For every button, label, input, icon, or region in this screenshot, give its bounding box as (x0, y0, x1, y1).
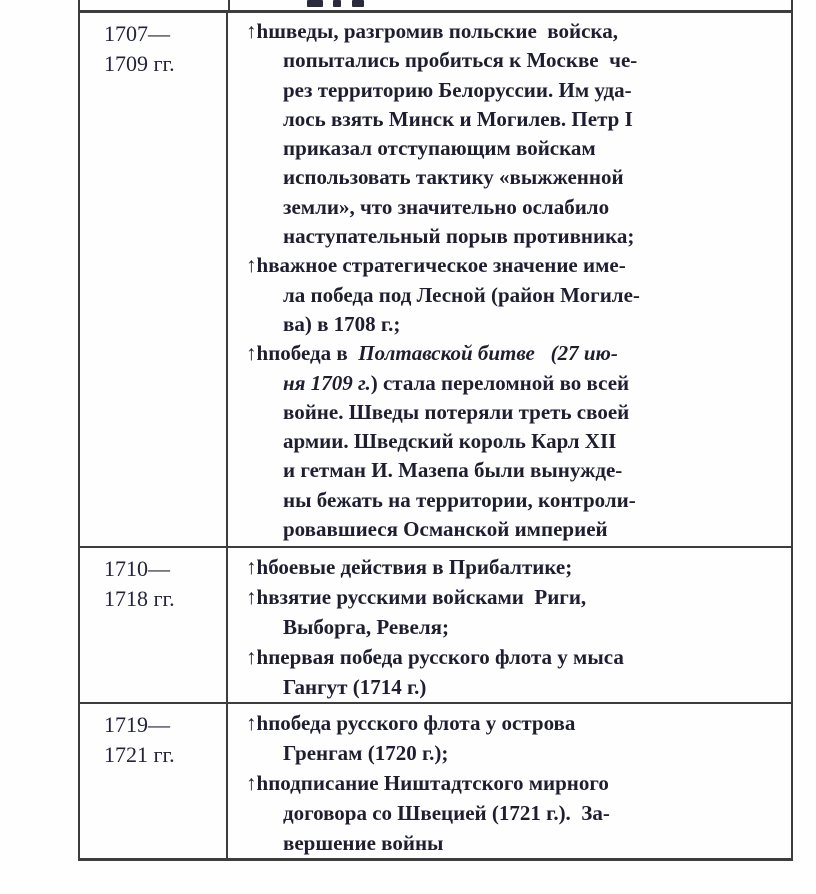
period-text: 1709 гг. (104, 51, 175, 76)
italic-text-segment: Полтавской битве (358, 341, 535, 366)
event-item (246, 642, 783, 702)
italic-text-segment: (27 ию- (550, 341, 618, 366)
text-segment: ровавшиеся Османской империей (283, 517, 608, 542)
history-table (78, 0, 793, 861)
events-cell (228, 13, 791, 546)
bullet-marker-icon: ↑h (246, 645, 269, 669)
event-line (246, 708, 783, 738)
period-text: 1710— (104, 556, 170, 581)
text-segment: использовать тактику «выжженной (283, 165, 624, 190)
clipped-text-remnant (307, 0, 323, 7)
italic-text-segment: ня 1709 г. (283, 370, 371, 395)
event-line (283, 163, 783, 192)
table-row (80, 546, 791, 702)
text-segment: ) стала переломной во всей (370, 370, 630, 395)
events-cell (228, 704, 791, 858)
event-item (246, 582, 783, 642)
column-divider-segment (228, 0, 230, 10)
event-line (246, 339, 783, 368)
text-segment: Гангут (1714 г.) (283, 675, 427, 699)
text-segment: лось взять Минск и Могилев. Петр I (283, 106, 633, 131)
text-segment: шведы, разгромив польские войска, (268, 19, 618, 43)
text-segment: и гетман И. Мазепа были вынужде- (283, 458, 623, 483)
event-line (283, 310, 783, 339)
event-item (246, 17, 783, 251)
text-segment: договора со Швецией (1721 г.). За- (283, 801, 610, 825)
event-line (283, 486, 783, 515)
bullet-marker-icon: ↑h (246, 341, 269, 366)
event-line (246, 582, 783, 612)
event-line (283, 105, 783, 134)
period-cell (80, 13, 228, 546)
text-segment: наступательный порыв противника; (283, 224, 635, 249)
event-line (283, 76, 783, 105)
bullet-marker-icon: ↑h (246, 253, 269, 278)
text-segment: армии. Шведский король Карл XII (283, 429, 617, 454)
period-cell (80, 704, 228, 858)
text-segment: войне. Шведы потеряли треть своей (283, 399, 630, 424)
text-segment: вершение войны (283, 831, 444, 855)
event-item (246, 768, 783, 858)
period-cell (80, 548, 228, 702)
event-line (283, 612, 783, 642)
text-segment: победа русского флота у острова (268, 711, 576, 735)
table-row (80, 13, 791, 546)
event-line (283, 222, 783, 251)
text-segment: Выборга, Ревеля; (283, 615, 450, 639)
bullet-marker-icon: ↑h (246, 19, 269, 43)
clipped-text-remnant (333, 0, 341, 7)
event-line (283, 369, 783, 398)
table-row (80, 702, 791, 858)
event-line (246, 17, 783, 46)
text-segment: первая победа русского флота у мыса (268, 645, 624, 669)
text-segment: ва) в 1708 г.; (283, 311, 401, 336)
event-item (246, 251, 783, 339)
period-text: 1719— (104, 712, 170, 737)
event-line (283, 134, 783, 163)
event-line (283, 427, 783, 456)
text-segment: рез территорию Белоруссии. Им уда- (283, 77, 632, 102)
event-line (246, 642, 783, 672)
text-segment: важное стратегическое значение име- (268, 253, 626, 278)
table-top-clipped-row (78, 0, 793, 10)
bullet-marker-icon: ↑h (246, 585, 269, 609)
events-cell (228, 548, 791, 702)
event-line (283, 193, 783, 222)
event-line (283, 46, 783, 75)
event-line (283, 798, 783, 828)
period-text: 1707— (104, 21, 170, 46)
text-segment: подписание Ништадтского мирного (268, 771, 609, 795)
period-text: 1721 гг. (104, 742, 175, 767)
event-line (283, 672, 783, 702)
text-segment: боевые действия в Прибалтике; (268, 555, 573, 579)
event-line (283, 281, 783, 310)
text-segment: земли», что значительно ослабило (283, 194, 610, 219)
text-segment: попытались пробиться к Москве че- (283, 48, 638, 73)
text-segment: победа в (268, 341, 359, 366)
event-line (246, 768, 783, 798)
history-table-body (78, 10, 793, 861)
text-segment: Гренгам (1720 г.); (283, 741, 449, 765)
event-line (283, 515, 783, 544)
bullet-marker-icon: ↑h (246, 555, 269, 579)
event-line (246, 552, 783, 582)
clipped-text-remnant (352, 0, 364, 7)
text-segment: ла победа под Лесной (район Могиле- (283, 282, 640, 307)
bullet-marker-icon: ↑h (246, 711, 269, 735)
event-line (246, 251, 783, 280)
text-segment: ны бежать на территории, контроли- (283, 487, 636, 512)
event-item (246, 339, 783, 544)
event-line (283, 738, 783, 768)
text-segment (535, 341, 551, 365)
event-line (283, 828, 783, 858)
period-text: 1718 гг. (104, 586, 175, 611)
event-item (246, 552, 783, 582)
text-segment: взятие русскими войсками Риги, (268, 585, 587, 609)
text-segment: приказал отступающим войскам (283, 136, 596, 161)
event-line (283, 456, 783, 485)
bullet-marker-icon: ↑h (246, 771, 269, 795)
event-line (283, 398, 783, 427)
event-item (246, 708, 783, 768)
